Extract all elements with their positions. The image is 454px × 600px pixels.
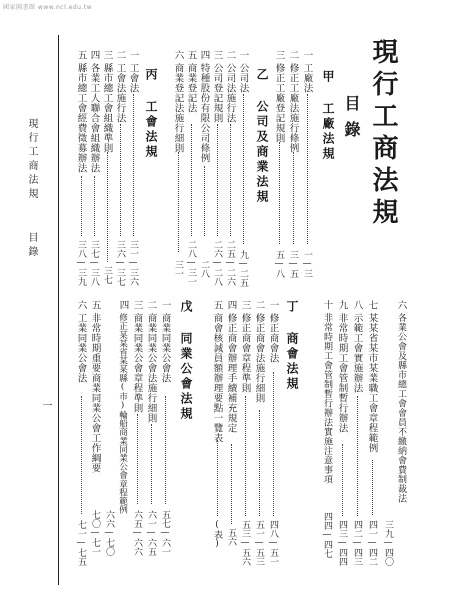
section-heading-trade: 戊 同業公會法規 bbox=[179, 300, 193, 422]
entry-page: 四三—四四 bbox=[337, 520, 347, 566]
entry-title: 商業登記法施行細則 bbox=[172, 63, 184, 153]
entry-number: 六 bbox=[395, 300, 407, 310]
section-heading-company: 乙 公司及商業法規 bbox=[255, 68, 269, 205]
entry-page: 一—三 bbox=[302, 250, 312, 278]
leader-dots bbox=[120, 124, 121, 236]
entry-number: 一 bbox=[127, 50, 139, 60]
entry-title: 非常時期工會管制暫行辦法 bbox=[336, 313, 348, 433]
entry-number: 八 bbox=[351, 300, 363, 310]
entry-title: 修正商會辦理手續補充規定 bbox=[225, 313, 237, 433]
leader-dots bbox=[178, 152, 179, 252]
entry-title: 修正商會法施行細則 bbox=[253, 313, 265, 403]
entry-page: 三七 bbox=[102, 266, 112, 284]
entry-title: 非常時期重要商業同業公會工作綱要 bbox=[89, 313, 101, 473]
entry-number: 五 bbox=[185, 50, 197, 60]
leader-dots bbox=[204, 166, 205, 236]
entry-title: 修正某某省某某縣(市)輪船商業同業公會章程範例 bbox=[117, 313, 128, 514]
entry-number: 五 bbox=[211, 300, 223, 310]
entry-page: 六六—七〇 bbox=[104, 510, 114, 556]
entry-number: 七 bbox=[366, 300, 378, 310]
entry-number: 四 bbox=[225, 300, 237, 310]
entry-number: 三 bbox=[239, 300, 251, 310]
entry-page: 五三—五六 bbox=[240, 520, 250, 566]
leader-dots bbox=[230, 124, 231, 236]
entry-page: 三七—三八 bbox=[89, 240, 99, 286]
leader-dots bbox=[279, 142, 280, 244]
entry-page: 二五—二六 bbox=[225, 240, 235, 286]
entry-number: 四 bbox=[198, 50, 210, 60]
entry-number: 一 bbox=[301, 50, 313, 60]
leader-dots bbox=[342, 444, 343, 516]
entry-number: 一 bbox=[267, 300, 279, 310]
page-number: 一 bbox=[40, 400, 51, 414]
entry-number: 二 bbox=[253, 300, 265, 310]
entry-number: 二 bbox=[114, 50, 126, 60]
entry-page: 四四—四七 bbox=[322, 512, 332, 558]
entry-page: 二八—三一 bbox=[186, 240, 196, 286]
entry-page: 五—八 bbox=[274, 250, 284, 278]
leader-dots bbox=[293, 152, 294, 244]
entry-page: 三一—三六 bbox=[128, 240, 138, 286]
leader-dots bbox=[107, 152, 108, 262]
entry-number: 六 bbox=[75, 300, 87, 310]
entry-number: 五 bbox=[89, 300, 101, 310]
running-section: 目錄 bbox=[26, 232, 37, 260]
entry-page: 三六—三七 bbox=[115, 240, 125, 286]
entry-title: 示範工會實施辦法 bbox=[351, 313, 363, 393]
leader-dots bbox=[217, 440, 218, 516]
entry-title: 某某省某市某業職工會章程範例 bbox=[366, 313, 378, 453]
entry-page: 四一—四二 bbox=[367, 520, 377, 566]
entry-title: 各業公會及縣市總工會會員不繳納會費制裁法 bbox=[396, 313, 406, 503]
leader-dots bbox=[191, 124, 192, 236]
entry-number: 二 bbox=[145, 300, 157, 310]
entry-page: 五七—六一 bbox=[160, 510, 170, 556]
entry-page: 七一—七五 bbox=[76, 520, 86, 566]
entry-title: 工業同業公會法 bbox=[75, 313, 87, 383]
watermark: 國家圖書館 www.ncl.edu.tw bbox=[3, 4, 93, 11]
entry-number: 一 bbox=[237, 50, 249, 60]
entry-number: 二 bbox=[287, 50, 299, 60]
leader-dots bbox=[81, 176, 82, 236]
toc-heading: 目錄 bbox=[342, 95, 361, 147]
entry-page: 三一 bbox=[173, 260, 183, 278]
leader-dots bbox=[137, 414, 138, 504]
entry-number: 九 bbox=[336, 300, 348, 310]
leader-dots bbox=[151, 424, 152, 504]
entry-page: 三—五 bbox=[288, 250, 298, 278]
entry-number: 一 bbox=[159, 300, 171, 310]
entry-number: 五 bbox=[75, 50, 87, 60]
entry-page: 三九—四〇 bbox=[383, 520, 393, 566]
entry-title: 非常時期工會管制暫行辦法實施注意事項 bbox=[322, 313, 332, 484]
entry-number: 三 bbox=[131, 300, 143, 310]
entry-number: 二 bbox=[224, 50, 236, 60]
entry-page: 七〇—七一 bbox=[90, 510, 100, 556]
leader-dots bbox=[133, 94, 134, 236]
entry-title: 縣市總工會經費徵募辦法 bbox=[75, 63, 87, 173]
entry-page: 四二—四三 bbox=[352, 520, 362, 566]
entry-number: 三 bbox=[273, 50, 285, 60]
leader-dots bbox=[81, 396, 82, 514]
entry-page: 二八 bbox=[199, 260, 209, 278]
entry-number: 四 bbox=[88, 50, 100, 60]
entry-page: 二六—二八 bbox=[212, 240, 222, 286]
leader-dots bbox=[217, 124, 218, 236]
section-heading-factory: 甲 工廠法規 bbox=[321, 70, 335, 162]
entry-title: 公司法 bbox=[237, 63, 249, 93]
entry-page: 九—二五 bbox=[238, 250, 248, 287]
entry-title: 商業同業公會法施行細則 bbox=[145, 313, 157, 423]
entry-title: 商業登記法 bbox=[185, 63, 197, 113]
entry-page: 五六 bbox=[226, 528, 236, 546]
entry-page: 五一—五三 bbox=[254, 520, 264, 566]
leader-dots bbox=[273, 372, 274, 516]
entry-title: 工廠法 bbox=[301, 63, 313, 93]
entry-title: 工會法施行法 bbox=[114, 63, 126, 123]
entry-title: 修正商會章程準則 bbox=[239, 313, 251, 393]
leader-dots bbox=[259, 410, 260, 516]
entry-title: 修正工廠法施行條例 bbox=[287, 63, 299, 153]
leader-dots bbox=[231, 444, 232, 524]
book-title: 現行工商法規 bbox=[368, 38, 398, 230]
leader-dots bbox=[94, 176, 95, 236]
entry-title: 修正工廠登記規則 bbox=[273, 63, 285, 143]
entry-title: 公司登記規則 bbox=[211, 63, 223, 123]
leader-dots bbox=[165, 396, 166, 504]
entry-title: 商業同業公會章程準則 bbox=[131, 313, 143, 413]
entry-title: 特種股份有限公司條例 bbox=[198, 63, 210, 163]
entry-title: 修正商會法 bbox=[267, 313, 279, 363]
leader-dots bbox=[243, 94, 244, 244]
entry-number: 四 bbox=[117, 300, 129, 310]
entry-page: 四八—五一 bbox=[268, 520, 278, 566]
section-heading-union: 丙 工會法規 bbox=[144, 68, 158, 160]
entry-title: 公司法施行法 bbox=[224, 63, 236, 123]
leader-dots bbox=[372, 460, 373, 515]
entry-title: 商會核減員額辦理要點一覽表 bbox=[211, 313, 223, 443]
running-title: 現行工商法規 bbox=[26, 118, 37, 202]
entry-page: 六一—六五 bbox=[146, 510, 156, 556]
entry-number: 六 bbox=[172, 50, 184, 60]
entry-title: 各業工人聯合會組織辦法 bbox=[88, 63, 100, 173]
entry-number: 三 bbox=[211, 50, 223, 60]
entry-title: 工會法 bbox=[127, 63, 139, 93]
entry-title: 商業同業公會法 bbox=[159, 313, 171, 383]
entry-title: 縣市總工會組織準則 bbox=[101, 63, 113, 153]
leader-dots bbox=[307, 94, 308, 244]
entry-number: 三 bbox=[101, 50, 113, 60]
entry-page: (表) bbox=[212, 520, 222, 549]
entry-page: 三八—三九 bbox=[76, 240, 86, 286]
entry-page: 六五—六六 bbox=[132, 510, 142, 556]
section-heading-commerce: 丁 商會法規 bbox=[285, 300, 299, 392]
leader-dots bbox=[357, 396, 358, 516]
leader-dots bbox=[245, 396, 246, 516]
entry-number: 十 bbox=[321, 300, 333, 310]
